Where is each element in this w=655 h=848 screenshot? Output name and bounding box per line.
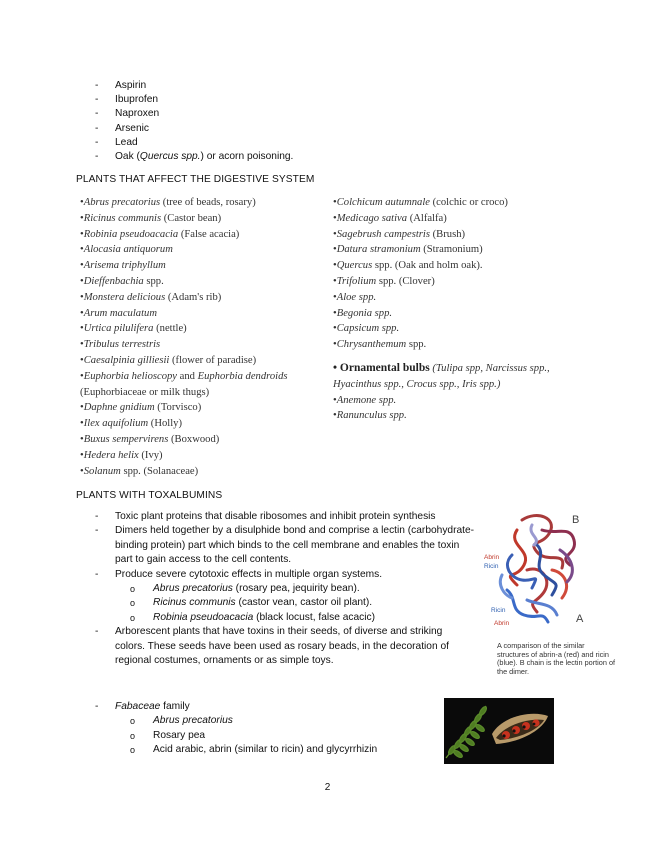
rosary-pea-photo — [444, 698, 554, 764]
sublist-item: o Rosary pea — [130, 729, 377, 743]
plant-item: •Quercus spp. (Oak and holm oak). — [333, 260, 483, 272]
plant-item: •Begonia spp. — [333, 307, 393, 319]
list-item: - Produce severe cytotoxic effects in multiple organ systems. o Abrus precatorius (rosary pea, jequirity bean). o Ricinus communis (castor vean, castor oil plant). o Robinia pseudoacacia (black locust, false acacic) — [95, 568, 475, 626]
abrin-label-top: Abrin — [484, 554, 500, 561]
plant-item: •Datura stramonium (Stramonium) — [333, 244, 483, 256]
plant-item: •Chrysanthemum spp. — [333, 339, 427, 351]
plant-item: •Buxus sempervirens (Boxwood) — [80, 433, 220, 445]
top-list — [95, 79, 293, 164]
list-item — [95, 107, 293, 121]
list-item — [95, 136, 293, 150]
plant-item: •Caesalpinia gilliesii (flower of paradise) — [80, 354, 257, 366]
plant-item: •Colchicum autumnale (colchic or croco) — [333, 197, 508, 208]
plant-item: •Capsicum spp. — [333, 323, 400, 335]
digestive-right-column — [333, 195, 550, 424]
list-item-text: Aspirin — [115, 80, 147, 91]
spacer — [333, 353, 550, 361]
digestive-heading: PLANTS THAT AFFECT THE DIGESTIVE SYSTEM — [76, 174, 315, 185]
bulbs-species-line: Hyacinthus spp., Crocus spp., Iris spp.) — [333, 378, 501, 390]
plant-item: •Aloe spp. — [333, 291, 377, 303]
plant-item: •Hedera helix (Ivy) — [80, 449, 163, 461]
plant-item: •Urtica pilulifera (nettle) — [80, 323, 187, 335]
protein-structure-figure — [482, 510, 602, 638]
chain-a-label: A — [576, 613, 584, 625]
plant-item-euphorbia: •Euphorbia helioscopy and Euphorbia dendroids — [80, 370, 288, 382]
list-item-text: Ibuprofen — [115, 94, 159, 106]
abrin-label-bottom: Abrin — [494, 620, 510, 627]
plant-item: •Trifolium spp. (Clover) — [333, 275, 435, 287]
plant-item: •Dieffenbachia spp. — [80, 275, 164, 287]
plant-item: •Tribulus terrestris — [80, 339, 161, 351]
protein-structure-image — [482, 510, 602, 638]
sublist-item: o Acid arabic, abrin (similar to ricin) and glycyrrhizin — [130, 743, 377, 757]
plant-item-euphorbia-family: (Euphorbiaceae or milk thugs) — [80, 386, 210, 398]
toxalbumins-heading: PLANTS WITH TOXALBUMINS — [76, 490, 223, 501]
sublist-item: o Robinia pseudoacacia (black locust, false acacic) — [130, 611, 475, 625]
list-item-text: Naproxen — [115, 108, 160, 120]
chain-b-label: B — [572, 514, 580, 526]
list-item — [95, 79, 293, 93]
ricin-label-bottom: Ricin — [491, 607, 506, 614]
oak-species: Quercus spp. — [139, 151, 201, 163]
list-item-oak — [95, 150, 293, 164]
plant-item: •Abrus precatorius (tree of beads, rosary) — [80, 197, 256, 208]
plant-item: •Daphne gnidium (Torvisco) — [80, 402, 202, 414]
plant-item: •Ricinus communis (Castor bean) — [80, 212, 222, 224]
plant-item: •Arisema triphyllum — [80, 260, 166, 272]
fabaceae-sublist — [115, 714, 377, 757]
sublist-item: o Abrus precatorius — [130, 714, 377, 728]
plant-item: •Medicago sativa (Alfalfa) — [333, 212, 447, 224]
plant-item: •Monstera delicious (Adam's rib) — [80, 291, 222, 303]
list-item: - Fabaceae family o Abrus precatorius o Rosary pea o Acid arabic, abrin (similar to ricin) and glycyrrhizin — [95, 700, 377, 758]
plant-item: •Robinia pseudoacacia (False acacia) — [80, 228, 240, 240]
list-item-text: Arsenic — [115, 122, 149, 134]
bulbs-title-line: • Ornamental bulbs (Tulipa spp, Narcissus spp., — [333, 361, 550, 374]
plant-item: •Anemone spp. — [333, 394, 397, 406]
rosary-pea-image — [444, 698, 554, 764]
ricin-label-top: Ricin — [484, 563, 499, 570]
list-item: - Dimers held together by a disulphide bond and comprise a lectin (carbohydrate-binding protein) part which binds to the cell membrane and enables the toxin part to gain access to the cell contents. — [95, 524, 475, 567]
sublist-item: o Abrus precatorius (rosary pea, jequirity bean). — [130, 582, 475, 596]
plant-item: •Alocasia antiquorum — [80, 244, 173, 256]
plant-item: •Ilex aquifolium (Holly) — [80, 418, 182, 430]
list-item: - Arborescent plants that have toxins in their seeds, of diverse and striking colors. These seeds have been used as rosary beads, in the decoration of regional costumes, ornaments or as simple toys. — [95, 625, 475, 668]
page-number: 2 — [324, 782, 331, 793]
oak-suffix: ) or acorn poisoning. — [200, 151, 294, 163]
plant-item: •Solanum spp. (Solanaceae) — [80, 465, 199, 477]
plant-item: •Sagebrush campestris (Brush) — [333, 228, 466, 240]
list-item-text: Lead — [115, 136, 138, 148]
fabaceae-list — [95, 700, 377, 758]
list-item: - Toxic plant proteins that disable ribosomes and inhibit protein synthesis — [95, 510, 475, 524]
sublist-item: o Ricinus communis (castor vean, castor oil plant). — [130, 596, 475, 610]
toxalbumins-sublist — [115, 582, 475, 625]
figure-caption: A comparison of the similar structures of abrin-a (red) and ricin (blue). B chain is the lectin portion of the dimer. — [497, 641, 616, 676]
plant-item: •Arum maculatum — [80, 307, 157, 319]
toxalbumins-list — [95, 510, 475, 668]
plant-item: •Ranunculus spp. — [333, 410, 407, 422]
digestive-left-column — [80, 195, 288, 479]
list-item — [95, 93, 293, 107]
oak-prefix: Oak ( — [115, 151, 140, 163]
list-item — [95, 122, 293, 136]
